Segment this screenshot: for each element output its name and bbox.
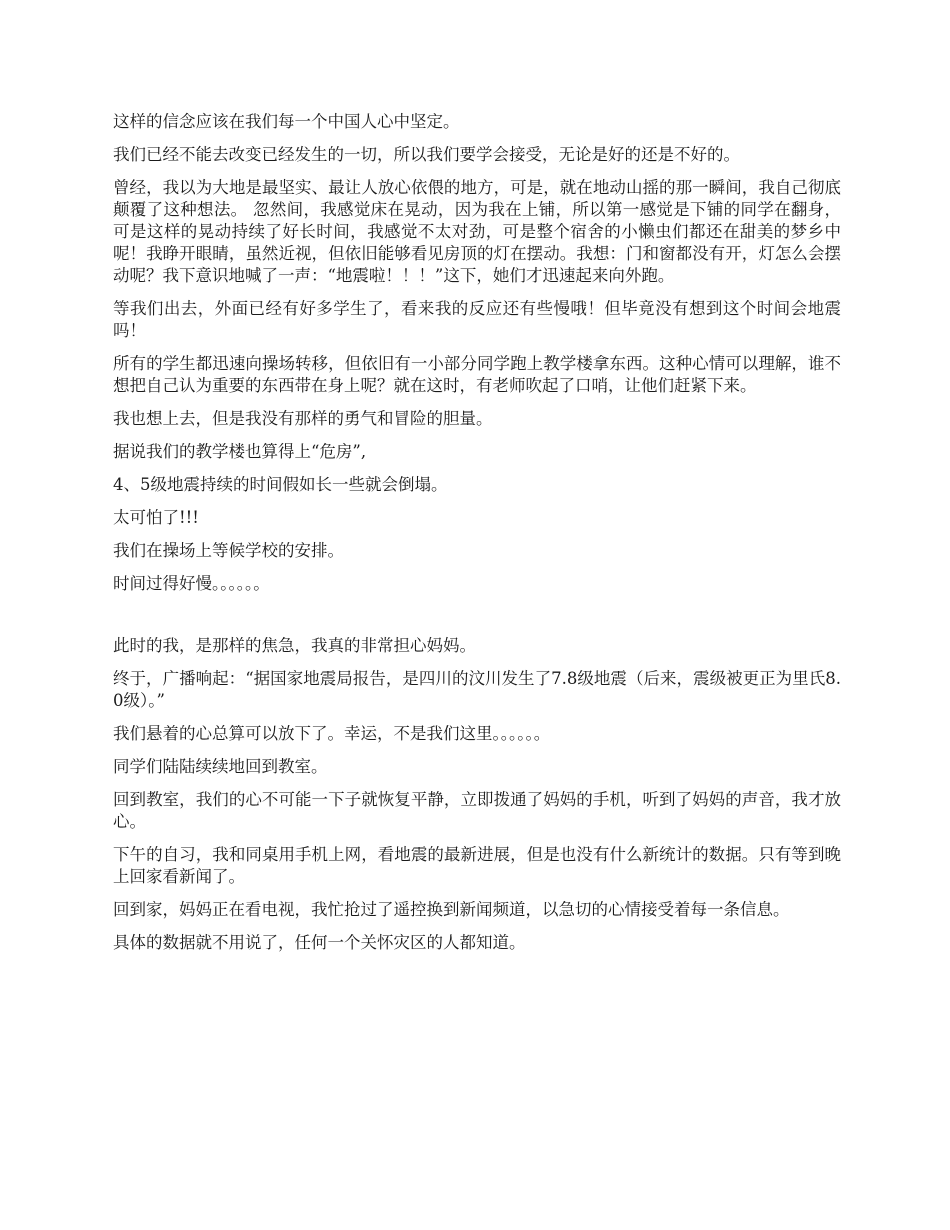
paragraph: 所有的学生都迅速向操场转移，但依旧有一小部分同学跑上教学楼拿东西。这种心情可以理解，谁不想把自己认为重要的东西带在身上呢？就在这时，有老师吹起了口哨，让他们赶紧下来。 (113, 354, 841, 395)
paragraph: 回到家，妈妈正在看电视，我忙抢过了遥控换到新闻频道，以急切的心情接受着每一条信息。 (113, 900, 790, 919)
document-body (113, 111, 841, 965)
paragraph: 同学们陆陆续续地回到教室。 (113, 757, 328, 776)
paragraph: 我也想上去，但是我没有那样的勇气和冒险的胆量。 (113, 409, 493, 428)
paragraph: 太可怕了!!! (113, 508, 199, 527)
paragraph: 这样的信念应该在我们每一个中国人心中坚定。 (113, 112, 460, 131)
paragraph: 时间过得好慢。。。。。。 (113, 574, 270, 593)
paragraph: 下午的自习，我和同桌用手机上网，看地震的最新进展，但是也没有什么新统计的数据。只有等到晚上回家看新闻了。 (113, 845, 841, 886)
paragraph: 曾经，我以为大地是最坚实、最让人放心依偎的地方，可是，就在地动山摇的那一瞬间，我自己彻底颠覆了这种想法。 忽然间，我感觉床在晃动，因为我在上铺，所以第一感觉是下铺的同学在翻身，可是这样的晃动持续了好长时间，我感觉不太对劲，可是整个宿舍的小懒虫们都还在甜美的梦乡中呢！我睁开眼睛，虽然近视，但依旧能够看见房顶的灯在摆动。我想：门和窗都没有开，灯怎么会摆动呢？我下意识地喊了一声：“地震啦！！！”这下，她们才迅速起来向外跑。 (113, 178, 841, 285)
paragraph: 等我们出去，外面已经有好多学生了，看来我的反应还有些慢哦！但毕竟没有想到这个时间会地震吗！ (113, 299, 841, 340)
paragraph: 终于，广播响起：“据国家地震局报告，是四川的汶川发生了7.8级地震（后来，震级被更正为里氏8.0级）。” (113, 669, 841, 710)
paragraph: 此时的我，是那样的焦急，我真的非常担心妈妈。 (113, 636, 476, 655)
paragraph: 据说我们的教学楼也算得上“危房”, (113, 442, 367, 461)
paragraph: 具体的数据就不用说了，任何一个关怀灾区的人都知道。 (113, 933, 526, 952)
paragraph: 4、5级地震持续的时间假如长一些就会倒塌。 (113, 475, 448, 494)
paragraph: 我们在操场上等候学校的安排。 (113, 541, 344, 560)
paragraph: 我们已经不能去改变已经发生的一切，所以我们要学会接受，无论是好的还是不好的。 (113, 145, 740, 164)
paragraph: 我们悬着的心总算可以放下了。幸运，不是我们这里。。。。。。 (113, 724, 551, 743)
paragraph: 回到教室，我们的心不可能一下子就恢复平静，立即拨通了妈妈的手机，听到了妈妈的声音，我才放心。 (113, 790, 841, 831)
